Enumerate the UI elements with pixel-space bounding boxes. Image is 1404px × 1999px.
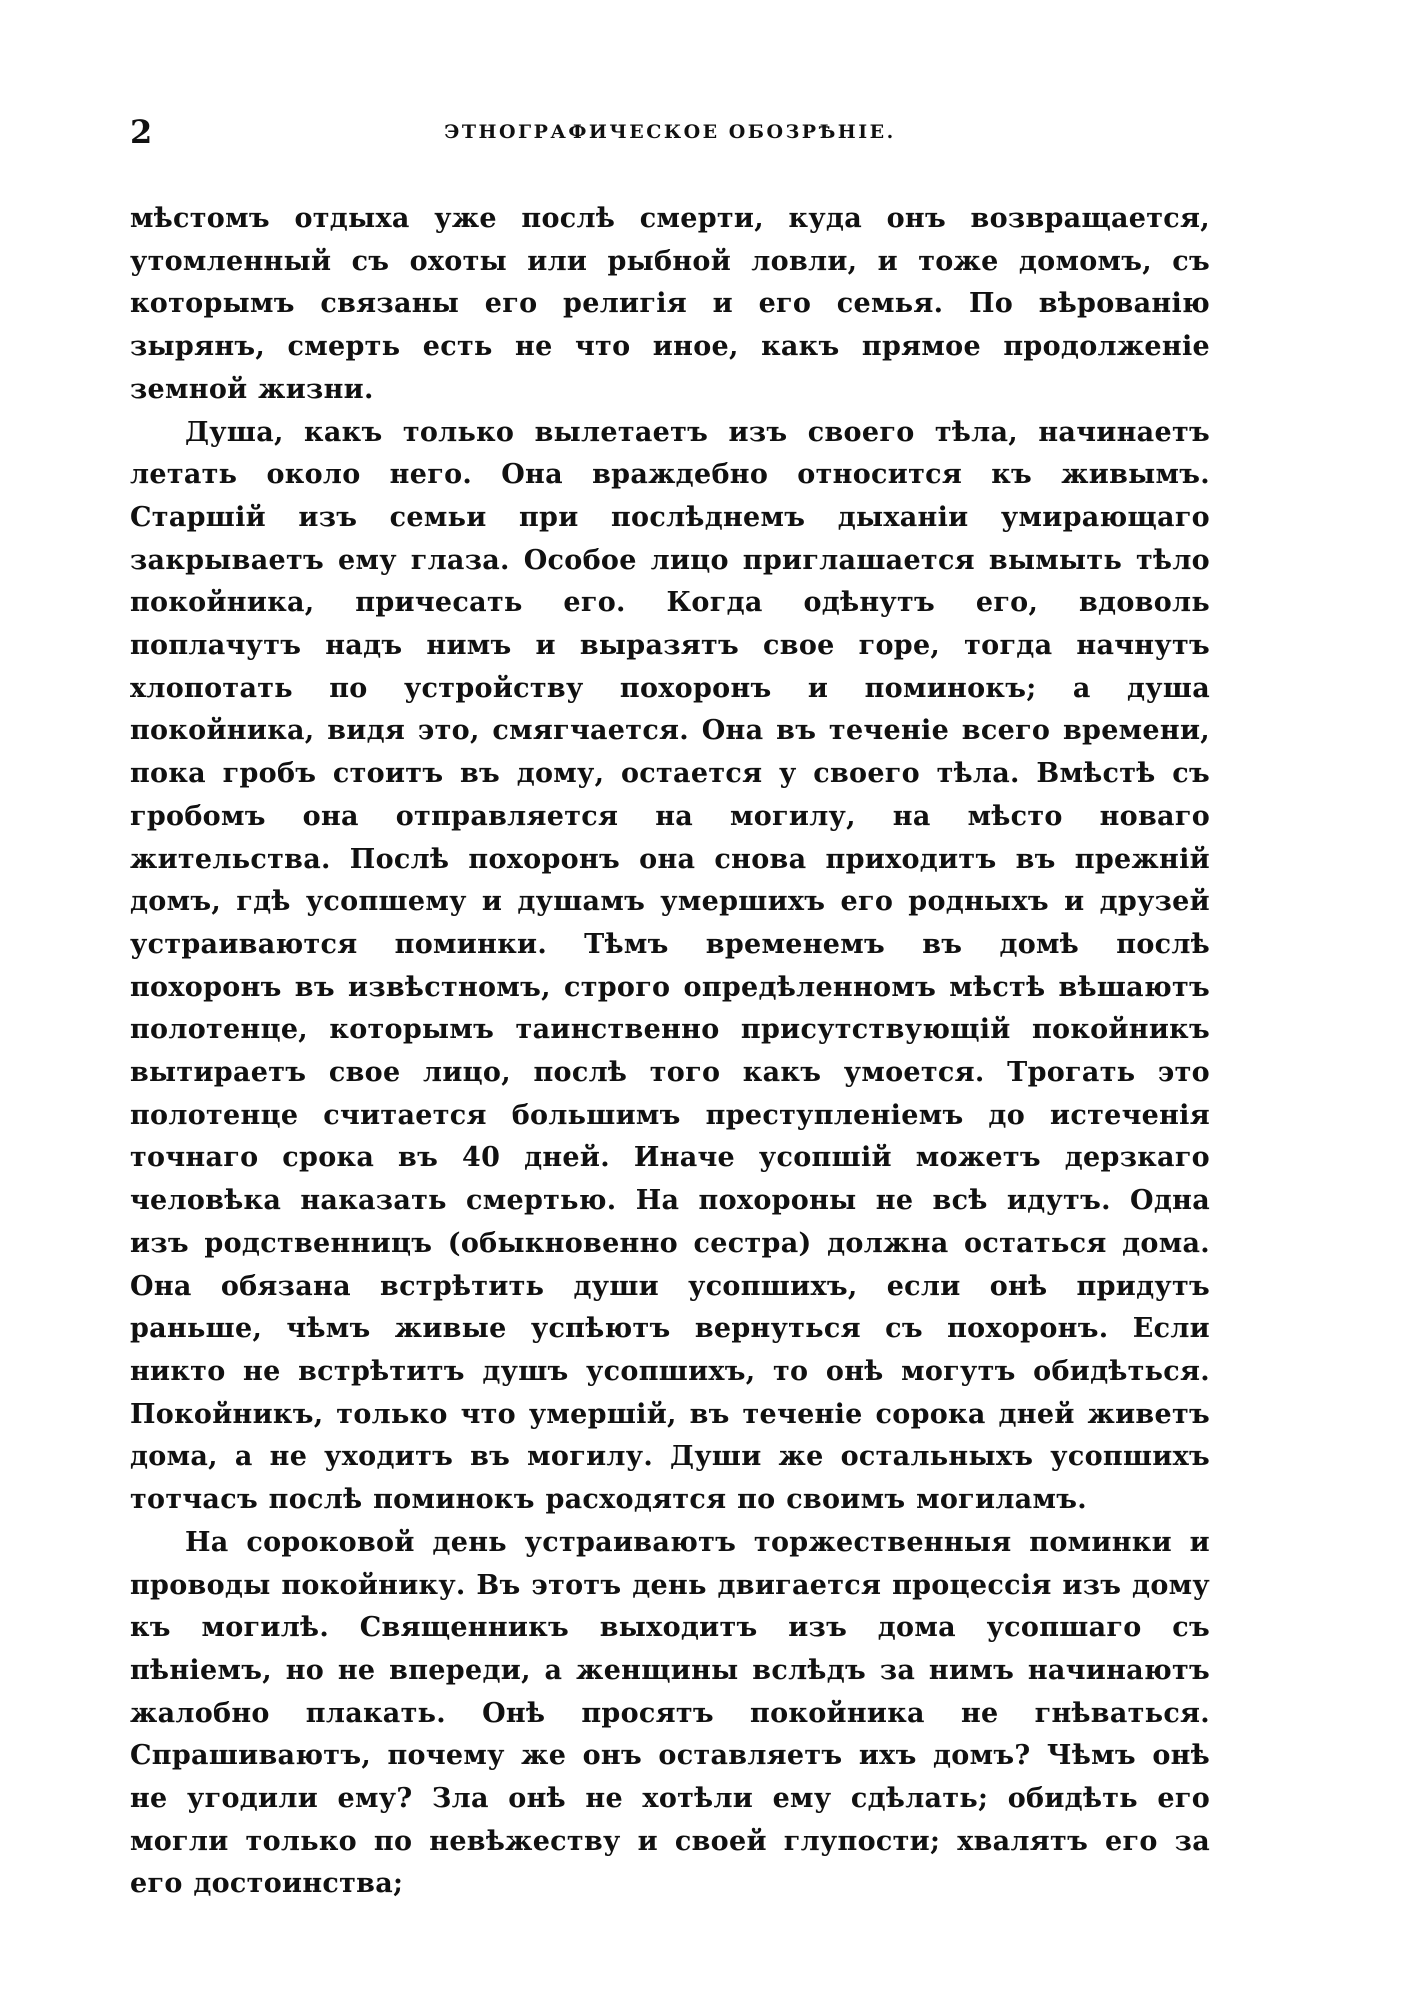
page-header [130, 112, 1210, 152]
running-title: ЭТНОГРАФИЧЕСКОЕ ОБОЗРѢНІЕ. [444, 121, 896, 143]
body-text [130, 198, 1210, 1906]
page-number: 2 [130, 113, 153, 151]
paragraph-soul: Душа, какъ только вылетаетъ изъ своего тѣла, начинаетъ летать около него. Она враждебно относится къ живымъ. Старшій изъ семьи при послѣднемъ дыханіи умирающаго закрываетъ ему глаза. Особое лицо приглашается вымыть тѣло покойника, причесать его. Когда одѣнутъ его, вдоволь поплачутъ надъ нимъ и выразятъ свое горе, тогда начнутъ хлопотать по устройству похоронъ и поминокъ; а душа покойника, видя это, смягчается. Она въ теченіе всего времени, пока гробъ стоитъ въ дому, остается у своего тѣла. Вмѣстѣ съ гробомъ она отправляется на могилу, на мѣсто новаго жительства. Послѣ похоронъ она снова приходитъ въ прежній домъ, гдѣ усопшему и душамъ умершихъ его родныхъ и друзей устраиваются поминки. Тѣмъ временемъ въ домѣ послѣ похоронъ въ извѣстномъ, строго опредѣленномъ мѣстѣ вѣшаютъ полотенце, которымъ таинственно присутствующій покойникъ вытираетъ свое лицо, послѣ того какъ умоется. Трогать это полотенце считается большимъ преступленіемъ до истеченія точнаго срока въ 40 дней. Иначе усопшій можетъ дерзкаго человѣка наказать смертью. На похороны не всѣ идутъ. Одна изъ родственницъ (обыкновенно сестра) должна остаться дома. Она обязана встрѣтить души усопшихъ, если онѣ придутъ раньше, чѣмъ живые успѣютъ вернуться съ похоронъ. Если никто не встрѣтитъ душъ усопшихъ, то онѣ могутъ обидѣться. Покойникъ, только что умершій, въ теченіе сорока дней живетъ дома, а не уходитъ въ могилу. Души же остальныхъ усопшихъ тотчасъ послѣ поминокъ расходятся по своимъ могиламъ. [130, 416, 1210, 1516]
paragraph-fortieth-day: На сороковой день устраиваютъ торжественныя поминки и проводы покойнику. Въ этотъ день двигается процессія изъ дому къ могилѣ. Священникъ выходитъ изъ дома усопшаго съ пѣніемъ, но не впереди, а женщины вслѣдъ за нимъ начинаютъ жалобно плакать. Онѣ просятъ покойника не гнѣваться. Спрашиваютъ, почему же онъ оставляетъ ихъ домъ? Чѣмъ онѣ не угодили ему? Зла онѣ не хотѣли ему сдѣлать; обидѣть его могли только по невѣжеству и своей глупости; хвалятъ его за его достоинства; [130, 1526, 1210, 1900]
paragraph-continuation: мѣстомъ отдыха уже послѣ смерти, куда онъ возвращается, утомленный съ охоты или рыбной ловли, и тоже домомъ, съ которымъ связаны его религія и его семья. По вѣрованію зырянъ, смерть есть не что иное, какъ прямое продолженіе земной жизни. [130, 203, 1210, 405]
